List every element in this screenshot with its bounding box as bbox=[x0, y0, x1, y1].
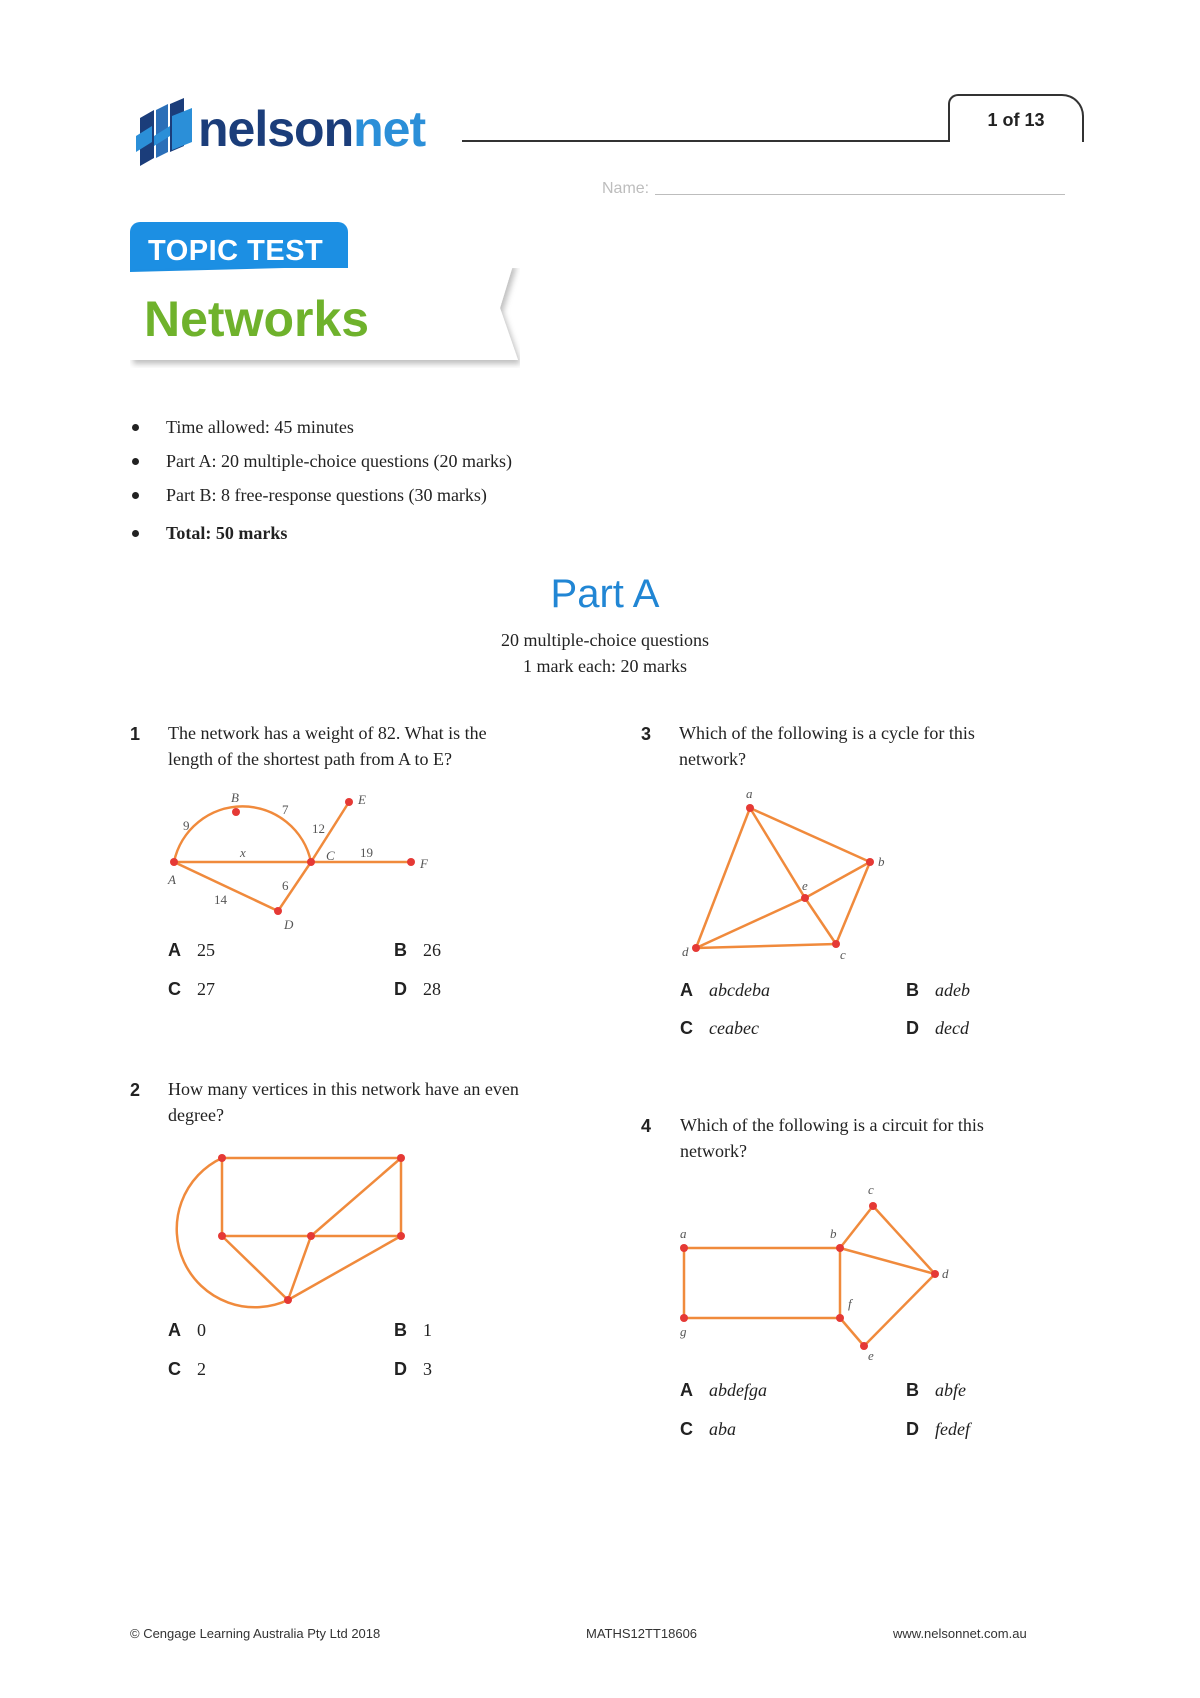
logo-wordmark: nelsonnet bbox=[198, 101, 426, 157]
option-2c[interactable]: C 2 bbox=[168, 1359, 206, 1379]
page-indicator-tab bbox=[948, 94, 1084, 142]
footer-code: MATHS12TT18606 bbox=[586, 1626, 698, 1641]
question-line: How many vertices in this network have an even bbox=[168, 1079, 519, 1099]
graph-vertex bbox=[836, 1314, 844, 1322]
option-1b[interactable]: B 26 bbox=[394, 940, 441, 960]
option-2a[interactable]: A 0 bbox=[168, 1320, 206, 1340]
graph-vertex bbox=[746, 804, 754, 812]
edge-weight: 19 bbox=[360, 845, 373, 860]
vertex-label: c bbox=[868, 1182, 874, 1197]
graph-vertex bbox=[397, 1232, 405, 1240]
vertex-label: c bbox=[840, 947, 846, 962]
graph-vertex bbox=[397, 1154, 405, 1162]
graph-vertex bbox=[170, 858, 178, 866]
badge-label: TOPIC TEST bbox=[148, 235, 324, 267]
info-item: Part A: 20 multiple-choice questions (20 marks) bbox=[130, 450, 512, 484]
question-1-text bbox=[168, 720, 568, 772]
graph-vertex bbox=[307, 1232, 315, 1240]
graph-vertex bbox=[232, 808, 240, 816]
edge-weight: 14 bbox=[214, 892, 227, 907]
graph-vertex bbox=[836, 1244, 844, 1252]
option-3d[interactable]: D decd bbox=[906, 1018, 969, 1038]
graph-vertex bbox=[680, 1244, 688, 1252]
question-4-network bbox=[674, 1180, 954, 1363]
graph-vertex bbox=[284, 1296, 292, 1304]
question-line: degree? bbox=[168, 1105, 224, 1125]
vertex-label: D bbox=[284, 917, 294, 932]
option-1a[interactable]: A 25 bbox=[168, 940, 215, 960]
option-4c[interactable]: C aba bbox=[680, 1419, 736, 1439]
question-4-text bbox=[680, 1112, 1080, 1164]
graph-vertex bbox=[218, 1154, 226, 1162]
edge-weight: 6 bbox=[282, 878, 289, 893]
vertex-label: A bbox=[168, 872, 176, 887]
footer-copyright: © Cengage Learning Australia Pty Ltd 2018 bbox=[130, 1626, 381, 1641]
part-a-subtitle: 20 multiple-choice questions bbox=[501, 630, 709, 650]
part-a-marks: 1 mark each: 20 marks bbox=[523, 656, 687, 676]
question-number: 2 bbox=[130, 1080, 141, 1100]
vertex-label: d bbox=[682, 944, 689, 959]
option-3c[interactable]: C ceabec bbox=[680, 1018, 759, 1038]
graph-vertex bbox=[274, 907, 282, 915]
vertex-label: d bbox=[942, 1266, 949, 1281]
name-label: Name: bbox=[602, 180, 650, 197]
info-item: Time allowed: 45 minutes bbox=[130, 416, 512, 450]
graph-vertex bbox=[692, 944, 700, 952]
graph-vertex bbox=[680, 1314, 688, 1322]
graph-vertex bbox=[307, 858, 315, 866]
question-line: length of the shortest path from A to E? bbox=[168, 749, 452, 769]
graph-vertex bbox=[832, 940, 840, 948]
page-indicator: 1 of 13 bbox=[987, 110, 1045, 130]
footer-url[interactable]: www.nelsonnet.com.au bbox=[893, 1626, 1027, 1641]
question-2-network bbox=[160, 1148, 420, 1308]
question-line: network? bbox=[680, 1141, 747, 1161]
option-4d[interactable]: D fedef bbox=[906, 1419, 970, 1439]
option-3b[interactable]: B adeb bbox=[906, 980, 970, 1000]
option-2b[interactable]: B 1 bbox=[394, 1320, 432, 1340]
vertex-label: B bbox=[231, 790, 239, 805]
vertex-label: b bbox=[830, 1226, 837, 1241]
info-item: Part B: 8 free-response questions (30 marks) bbox=[130, 484, 512, 518]
graph-vertex bbox=[218, 1232, 226, 1240]
graph-vertex bbox=[407, 858, 415, 866]
graph-vertex bbox=[869, 1202, 877, 1210]
info-item-total: Total: 50 marks bbox=[130, 522, 512, 556]
vertex-label: a bbox=[746, 786, 753, 801]
vertex-label: a bbox=[680, 1226, 687, 1241]
name-underline bbox=[655, 194, 1065, 195]
question-line: Which of the following is a circuit for this bbox=[680, 1115, 984, 1135]
topic-title: Networks bbox=[144, 291, 370, 347]
logo-cube-icon bbox=[132, 96, 198, 170]
edge-weight: 9 bbox=[183, 818, 190, 833]
edge-weight: 12 bbox=[312, 821, 325, 836]
question-1-network bbox=[160, 782, 440, 932]
option-2d[interactable]: D 3 bbox=[394, 1359, 432, 1379]
graph-vertex bbox=[801, 894, 809, 902]
test-info-list bbox=[130, 416, 512, 556]
option-4b[interactable]: B abfe bbox=[906, 1380, 966, 1400]
edge-weight: 7 bbox=[282, 802, 289, 817]
vertex-label: F bbox=[420, 856, 428, 871]
vertex-label: g bbox=[680, 1324, 687, 1339]
question-number: 1 bbox=[130, 724, 141, 744]
part-a-title: Part A bbox=[550, 572, 660, 616]
vertex-label: E bbox=[358, 792, 366, 807]
vertex-label: e bbox=[802, 878, 808, 893]
option-1c[interactable]: C 27 bbox=[168, 979, 215, 999]
vertex-label: f bbox=[848, 1296, 852, 1311]
graph-vertex bbox=[866, 858, 874, 866]
option-4a[interactable]: A abdefga bbox=[680, 1380, 767, 1400]
option-1d[interactable]: D 28 bbox=[394, 979, 441, 999]
option-3a[interactable]: A abcdeba bbox=[680, 980, 770, 1000]
graph-vertex bbox=[345, 798, 353, 806]
question-line: Which of the following is a cycle for this bbox=[679, 723, 975, 743]
graph-vertex bbox=[931, 1270, 939, 1278]
question-2-text bbox=[168, 1076, 588, 1128]
vertex-label: C bbox=[326, 848, 335, 863]
question-number: 3 bbox=[641, 724, 652, 744]
vertex-label: b bbox=[878, 854, 885, 869]
question-3-text bbox=[679, 720, 1079, 772]
nelsonnet-logo bbox=[132, 96, 462, 174]
edge-weight: x bbox=[240, 845, 246, 860]
graph-vertex bbox=[860, 1342, 868, 1350]
vertex-label: e bbox=[868, 1348, 874, 1363]
question-line: The network has a weight of 82. What is the bbox=[168, 723, 487, 743]
question-number: 4 bbox=[641, 1116, 652, 1136]
question-3-network bbox=[674, 786, 894, 962]
question-line: network? bbox=[679, 749, 746, 769]
name-field[interactable] bbox=[602, 180, 1065, 198]
